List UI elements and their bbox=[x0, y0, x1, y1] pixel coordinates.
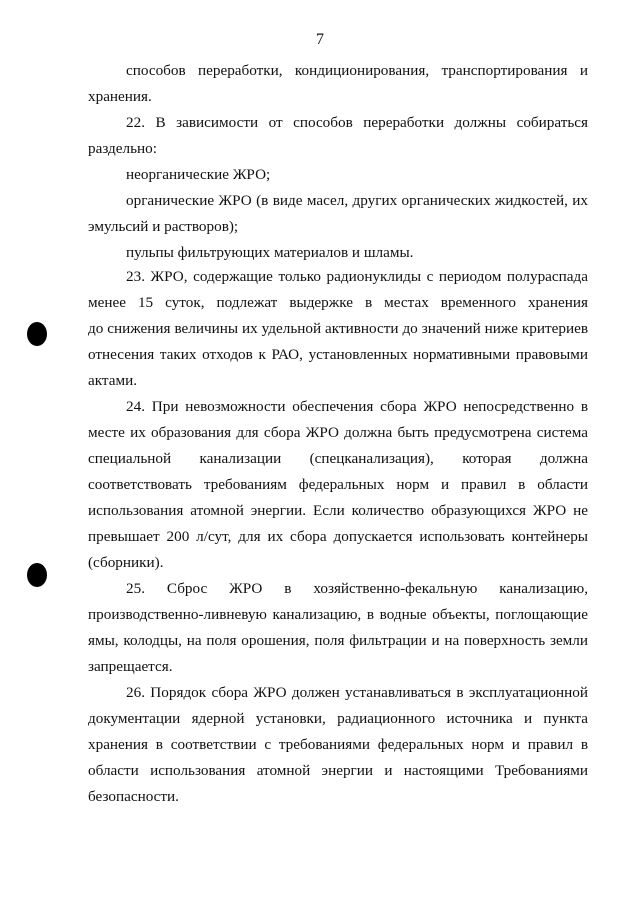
text-line: до снижения величины их удельной активности до значений ниже критериев bbox=[88, 320, 588, 337]
text-line: 24. При невозможности обеспечения сбора ЖРО непосредственно в bbox=[126, 398, 588, 415]
text-line: 22. В зависимости от способов переработки должны собираться bbox=[126, 114, 588, 131]
text-line: документации ядерной установки, радиационного источника и пункта bbox=[88, 710, 588, 727]
text-line: соответствовать требованиям федеральных норм и правил в области bbox=[88, 476, 588, 493]
text-line: пульпы фильтрующих материалов и шламы. bbox=[126, 244, 414, 261]
text-line: отнесения таких отходов к РАО, установленных нормативными правовыми bbox=[88, 346, 588, 363]
text-line: хранения. bbox=[88, 88, 152, 105]
text-line: специальной канализации (спецканализация), которая должна bbox=[88, 450, 588, 467]
text-line: безопасности. bbox=[88, 788, 179, 805]
text-line: органические ЖРО (в виде масел, других органических жидкостей, их bbox=[126, 192, 588, 209]
text-line: способов переработки, кондиционирования, транспортирования и bbox=[126, 62, 588, 79]
text-line: 25. Сброс ЖРО в хозяйственно-фекальную канализацию, bbox=[126, 580, 588, 597]
punch-hole-mark-top bbox=[27, 322, 47, 346]
text-line: производственно-ливневую канализацию, в водные объекты, поглощающие bbox=[88, 606, 588, 623]
text-line: ямы, колодцы, на поля орошения, поля фильтрации и на поверхность земли bbox=[88, 632, 588, 649]
text-line: (сборники). bbox=[88, 554, 164, 571]
text-line: эмульсий и растворов); bbox=[88, 218, 239, 235]
text-line: 23. ЖРО, содержащие только радионуклиды с периодом полураспада bbox=[126, 268, 588, 285]
text-line: хранения в соответствии с требованиями федеральных норм и правил в bbox=[88, 736, 588, 753]
punch-hole-mark-bottom bbox=[27, 563, 47, 587]
text-line: раздельно: bbox=[88, 140, 157, 157]
text-line: неорганические ЖРО; bbox=[126, 166, 271, 183]
page-number: 7 bbox=[316, 31, 324, 48]
text-line: менее 15 суток, подлежат выдержке в местах временного хранения bbox=[88, 294, 588, 311]
text-line: 26. Порядок сбора ЖРО должен устанавливаться в эксплуатационной bbox=[126, 684, 588, 701]
text-line: области использования атомной энергии и настоящими Требованиями bbox=[88, 762, 588, 779]
text-line: использования атомной энергии. Если количество образующихся ЖРО не bbox=[88, 502, 588, 519]
text-line: превышает 200 л/сут, для их сбора допускается использовать контейнеры bbox=[88, 528, 588, 545]
text-line: запрещается. bbox=[88, 658, 173, 675]
text-line: месте их образования для сбора ЖРО должна быть предусмотрена система bbox=[88, 424, 588, 441]
text-line: актами. bbox=[88, 372, 138, 389]
